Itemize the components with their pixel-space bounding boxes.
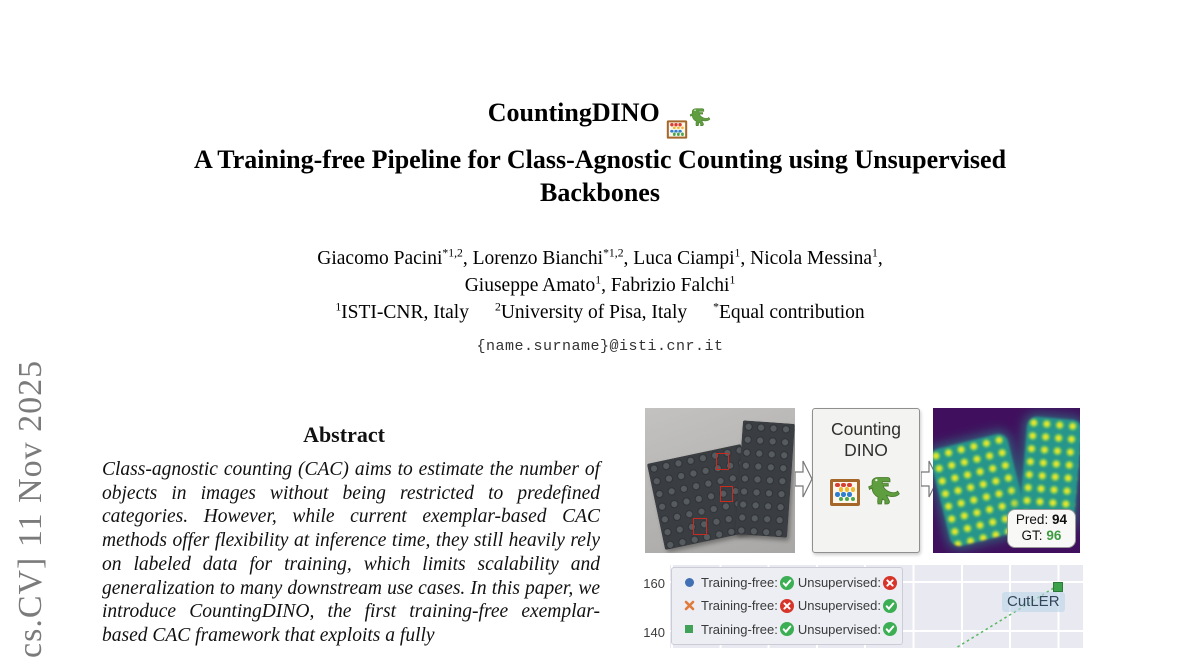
t-rex-icon xyxy=(688,107,712,129)
pred-line: Pred: 94 xyxy=(1015,512,1067,527)
paper-title-text: CountingDINO xyxy=(487,98,660,127)
output-heatmap xyxy=(933,408,1080,553)
legend-row: Training-free: Unsupervised: xyxy=(677,622,897,637)
data-point-cutler xyxy=(1053,582,1063,592)
model-icons xyxy=(813,475,919,509)
abstract-text: Class-agnostic counting (CAC) aims to estimate the number of objects in images without being restricted to predefined categories. However, while current exemplar-based CAC methods offer flexibility at inference time, they still heavily rely on labeled data for training, which limits scalability and generalization to many downstream use cases. In this paper, we introduce CountingDINO, the first training-free exemplar-based CAC framework that exploits a fully xyxy=(102,459,600,646)
paper-title-line2: A Training-free Pipeline for Class-Agnostic Counting using Unsupervised xyxy=(193,145,1007,175)
authors-line-2: Giuseppe Amato$^1$, Fabrizio Falchi$^1$ xyxy=(464,273,736,296)
check-badge-icon xyxy=(883,622,897,636)
check-badge-icon xyxy=(780,622,794,636)
authors-block xyxy=(0,245,1200,360)
exemplar-box xyxy=(720,486,733,502)
exemplar-box xyxy=(693,518,707,535)
y-axis-tick: 140 xyxy=(643,625,665,640)
legend-row: Training-free: Unsupervised: xyxy=(677,575,897,590)
x-marker-icon xyxy=(677,600,701,611)
annotation-cutler: CutLER xyxy=(1002,592,1065,612)
t-rex-icon xyxy=(866,475,902,509)
affiliations-line: $^1$ISTI-CNR, Italy $^2$University of Pisa, Italy *Equal contribution xyxy=(335,300,865,323)
model-name-line2: DINO xyxy=(844,440,888,460)
title-icons xyxy=(666,100,712,143)
exemplar-box xyxy=(716,453,729,470)
cross-badge-icon xyxy=(883,576,897,590)
prediction-box xyxy=(1007,509,1076,548)
authors-line-1: Giacomo Pacini$^{*1,2}$, Lorenzo Bianchi$^{*1,2}$, Luca Ciampi$^1$, Nicola Messina$^1$, xyxy=(317,246,883,269)
arxiv-banner: cs.CV] 11 Nov 2025 xyxy=(12,359,49,658)
check-badge-icon xyxy=(780,576,794,590)
abacus-icon xyxy=(667,121,687,139)
abstract-heading: Abstract xyxy=(303,422,385,447)
chart-legend xyxy=(671,567,903,645)
cross-badge-icon xyxy=(780,599,794,613)
gt-value: 96 xyxy=(1046,528,1062,543)
square-marker-icon xyxy=(677,625,701,633)
lego-plate-right xyxy=(735,420,795,537)
y-axis-tick: 160 xyxy=(643,576,665,591)
model-box xyxy=(812,408,920,553)
paper-title-line3: Backbones xyxy=(540,178,660,208)
pred-value: 94 xyxy=(1051,512,1067,527)
check-badge-icon xyxy=(883,599,897,613)
legend-row: Training-free: Unsupervised: xyxy=(677,598,897,613)
paper-title xyxy=(0,96,1200,209)
flow-arrow-icon xyxy=(795,459,813,499)
circle-marker-icon xyxy=(677,578,701,587)
model-name-line1: Counting xyxy=(830,419,902,439)
contact-email: {name.surname}@isti.cnr.it xyxy=(476,338,724,355)
paper-title-line1 xyxy=(0,96,1200,143)
abacus-icon xyxy=(830,479,860,506)
input-image xyxy=(645,408,795,553)
gt-line: GT: 96 xyxy=(1021,528,1062,543)
